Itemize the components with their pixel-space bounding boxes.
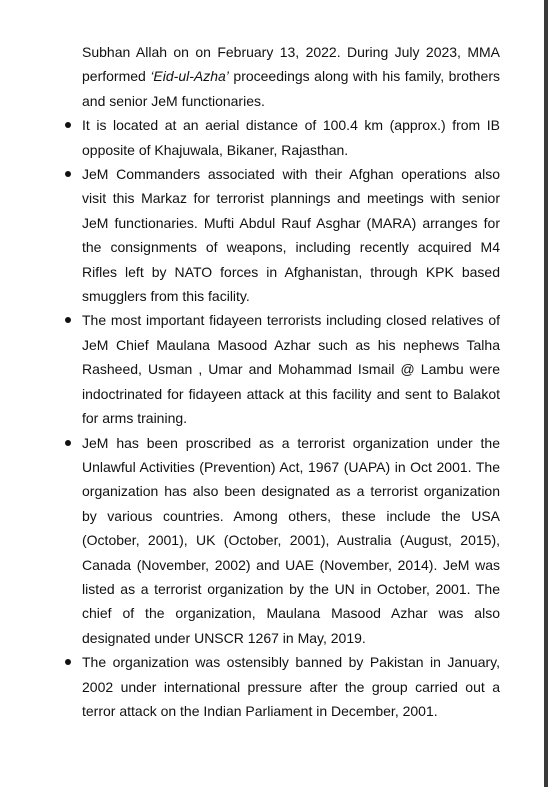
bullet-icon — [65, 171, 71, 177]
intro-text-before: Subhan Allah on on February 13, 2022. During July 2023, MMA performed — [82, 44, 500, 85]
bullet-text: It is located at an aerial distance of 100.4 km (approx.) from IB opposite of Khajuwala, Bikaner, Rajasthan. — [82, 117, 500, 158]
document-body — [82, 40, 500, 723]
bullet-text: JeM has been proscribed as a terrorist organization under the Unlawful Activities (Prevention) Act, 1967 (UAPA) in Oct 2001. The organization has also been designated as a terrorist organization by various countries. Among others, these include the USA (October, 2001), UK (October, 2001), Australia (August, 2015), Canada (November, 2002) and UAE (November, 2014). JeM was listed as a terrorist organization by the UN in October, 2001. The chief of the organization, Maulana Masood Azhar was also designated under UNSCR 1267 in May, 2019. — [82, 434, 500, 646]
bullet-text: JeM Commanders associated with their Afghan operations also visit this Markaz for terrorist plannings and meetings with senior JeM functionaries. Mufti Abdul Rauf Asghar (MARA) arranges for the consignments of weapons, including recently acquired M4 Rifles left by NATO forces in Afghanistan, through KPK based smugglers from this facility. — [82, 166, 500, 305]
intro-paragraph — [82, 40, 500, 113]
bullet-text: The organization was ostensibly banned by Pakistan in January, 2002 under international pressure after the group carried out a terror attack on the Indian Parliament in December, 2001. — [82, 654, 500, 719]
bullet-icon — [65, 317, 71, 323]
intro-italic-quote: ‘Eid-ul-Azha’ — [150, 68, 229, 85]
bullet-item — [82, 431, 500, 651]
bullet-text: The most important fidayeen terrorists including closed relatives of JeM Chief Maulana Masood Azhar such as his nephews Talha Rasheed, Usman , Umar and Mohammad Ismail @ Lambu were indoctrinated for fidayeen attack at this facility and sent to Balakot for arms training. — [82, 312, 500, 427]
bullet-icon — [65, 659, 71, 665]
bullet-icon — [65, 122, 71, 128]
intro-text-after: proceedings along with his family, brothers and senior JeM functionaries. — [82, 68, 500, 109]
bullet-item — [82, 650, 500, 723]
bullet-icon — [65, 440, 71, 446]
bullet-item — [82, 113, 500, 162]
bullet-item — [82, 308, 500, 430]
bullet-list — [82, 113, 500, 723]
bullet-item — [82, 162, 500, 308]
page-edge-divider — [544, 0, 548, 787]
